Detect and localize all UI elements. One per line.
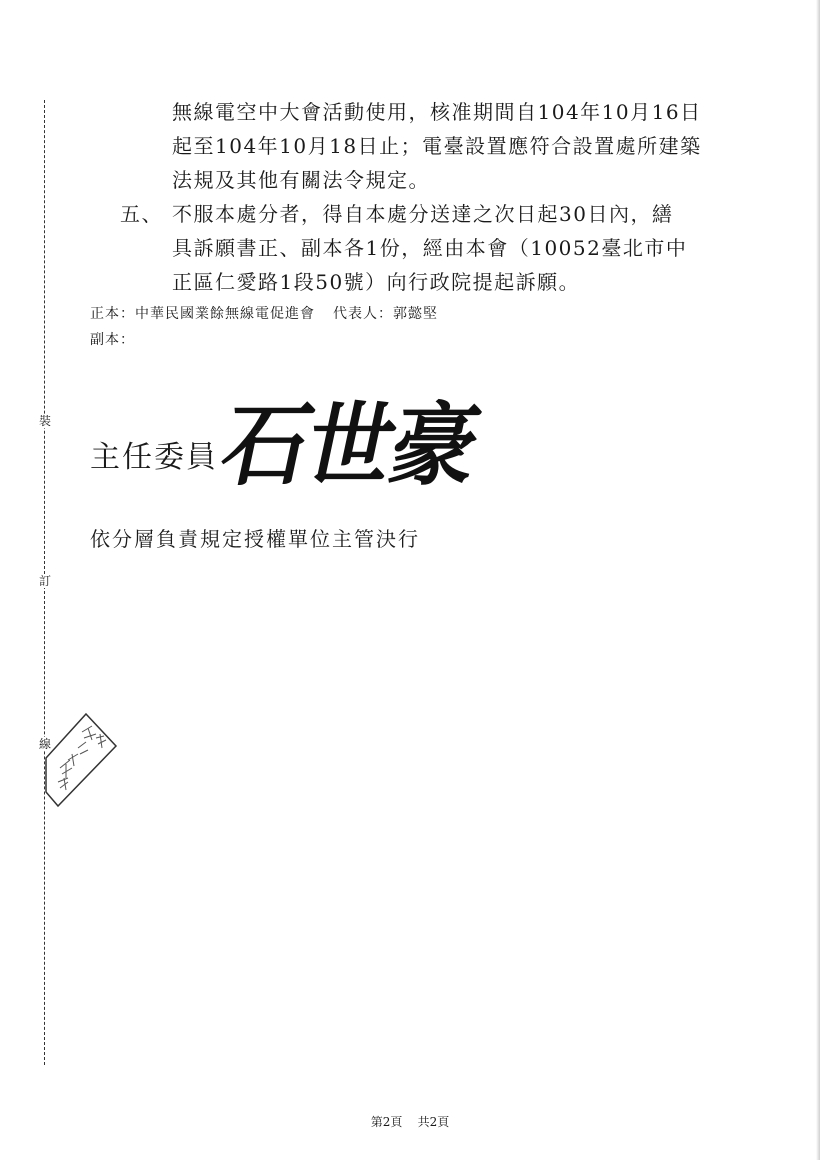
- binding-mark-zhuang: 裝: [38, 414, 51, 428]
- page-footer: [0, 1114, 820, 1130]
- body-line-1: 無線電空中大會活動使用，核准期間自104年10月16日: [172, 100, 702, 124]
- seal-stamp: [38, 708, 118, 808]
- copy-label: 副本：: [90, 332, 135, 348]
- signatory-title: 主任委員: [90, 440, 218, 475]
- body-line-3: 法規及其他有關法令規定。: [172, 168, 430, 192]
- original-recipient: 中華民國業餘無線電促進會: [135, 306, 315, 322]
- original-label: 正本：: [90, 306, 135, 322]
- page-number: 第2頁: [370, 1115, 403, 1129]
- scan-edge-shadow: [816, 0, 820, 1160]
- signature: [212, 390, 504, 515]
- page-total: 共2頁: [417, 1115, 450, 1129]
- delegation-note: 依分層負責規定授權單位主管決行: [90, 527, 420, 551]
- binding-mark-xian: 線: [38, 737, 51, 751]
- original-distribution: [90, 303, 438, 325]
- body-line-2: 起至104年10月18日止；電臺設置應符合設置處所建築: [172, 134, 702, 158]
- copy-distribution: [90, 329, 135, 351]
- item-5-label: 五、: [120, 202, 163, 226]
- signature-name: 石世豪: [212, 392, 488, 499]
- representative: 代表人：郭懿堅: [333, 306, 438, 322]
- item-5-line-3: 正區仁愛路1段50號）向行政院提起訴願。: [172, 270, 581, 294]
- item-5-line-2: 具訴願書正、副本各1份，經由本會（10052臺北市中: [172, 236, 688, 260]
- item-5-line-1: 不服本處分者，得自本處分送達之次日起30日內，繕: [172, 202, 674, 226]
- binding-mark-ding: 訂: [38, 574, 51, 588]
